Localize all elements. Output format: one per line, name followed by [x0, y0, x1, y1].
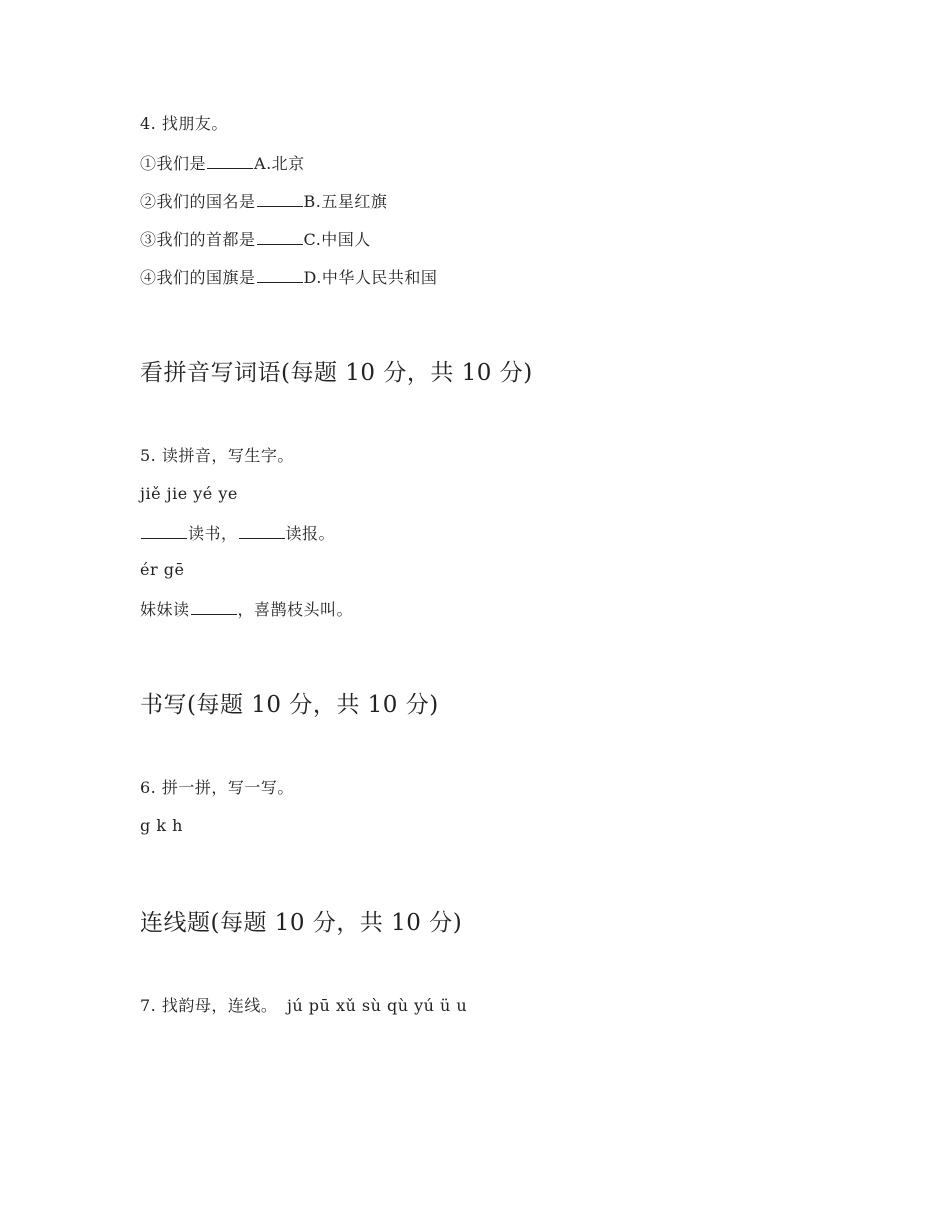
- match-row-prefix: ③我们的首都是: [140, 230, 256, 249]
- answer-blank[interactable]: [257, 266, 303, 283]
- answer-blank[interactable]: [257, 228, 303, 245]
- fill-sentence-1: [140, 522, 335, 544]
- match-row-3: [140, 228, 371, 250]
- question-4-title: 4. 找朋友。: [140, 114, 228, 133]
- section-heading-writing: 书写(每题 10 分，共 10 分): [140, 692, 439, 718]
- match-row-1: [140, 152, 305, 174]
- question-7-pinyin: jú pū xǔ sù qù yú ü u: [286, 996, 468, 1015]
- match-row-4: [140, 266, 437, 288]
- sentence-text: ，喜鹊枝头叫。: [237, 600, 354, 619]
- sentence-text: 读报。: [285, 524, 336, 543]
- fill-sentence-2: [140, 598, 353, 620]
- question-7-title: 7. 找韵母，连线。: [140, 996, 278, 1015]
- section-heading-matching: 连线题(每题 10 分，共 10 分): [140, 910, 463, 936]
- question-7: [140, 996, 467, 1016]
- match-row-2: [140, 190, 387, 212]
- question-6-title: 6. 拼一拼，写一写。: [140, 778, 294, 797]
- match-row-prefix: ①我们是: [140, 154, 207, 173]
- match-row-prefix: ②我们的国名是: [140, 192, 256, 211]
- section-heading-pinyin: 看拼音写词语(每题 10 分，共 10 分): [140, 360, 533, 386]
- sentence-text: 妹妹读: [140, 600, 190, 619]
- answer-blank[interactable]: [239, 522, 285, 539]
- question-5-title: 5. 读拼音，写生字。: [140, 446, 294, 465]
- match-row-option: B.五星红旗: [303, 192, 388, 211]
- match-row-option: C.中国人: [303, 230, 371, 249]
- match-row-option: A.北京: [254, 154, 305, 173]
- sentence-text: 读书，: [188, 524, 238, 543]
- answer-blank[interactable]: [207, 152, 253, 169]
- match-row-prefix: ④我们的国旗是: [140, 268, 256, 287]
- letters-line: g k h: [140, 816, 183, 835]
- pinyin-line-2: ér gē: [140, 560, 185, 579]
- answer-blank[interactable]: [257, 190, 303, 207]
- answer-blank[interactable]: [141, 522, 187, 539]
- pinyin-line-1: jiě jie yé ye: [140, 484, 238, 503]
- answer-blank[interactable]: [191, 598, 237, 615]
- match-row-option: D.中华人民共和国: [303, 268, 438, 287]
